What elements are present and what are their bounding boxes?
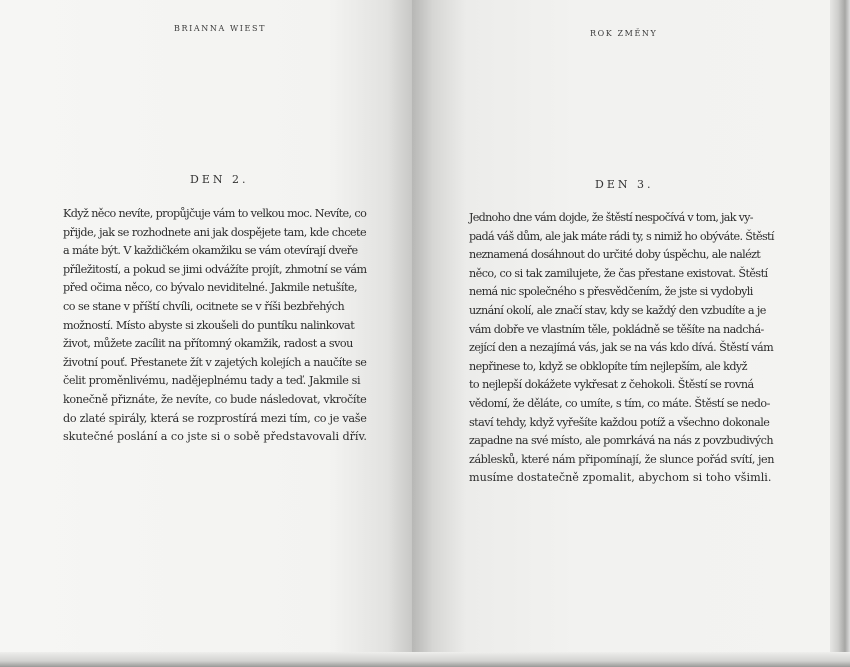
left-page: [0, 0, 412, 667]
text-line: neznamená dosáhnout do určité doby úspěchu, ale nalézt: [469, 248, 761, 262]
text-line: a máte být. V každičkém okamžiku se vám otevírají dveře: [63, 244, 358, 258]
text-line: musíme dostatečně zpomalit, abychom si toho všimli.: [469, 471, 772, 485]
running-head-title: ROK ZMĚNY: [590, 29, 658, 38]
text-line: skutečné poslání a co jste si o sobě představovali dřív.: [63, 430, 367, 444]
text-line: čelit proměnlivému, nadějeplnému tady a teď. Jakmile si: [63, 374, 361, 388]
text-line: nepřinese to, když se obklopíte tím nejlepším, ale když: [469, 359, 747, 373]
right-page: [412, 0, 830, 667]
body-text-day-3: [469, 209, 774, 488]
text-line: staví tehdy, když vyřešíte každou potíž a všechno dokonale: [469, 415, 770, 429]
text-line: Jednoho dne vám dojde, že štěstí nespočívá v tom, jak vy-: [469, 211, 753, 224]
text-line: vědomí, že děláte, co umíte, s tím, co máte. Štěstí se nedo-: [469, 396, 770, 410]
text-line: příležitostí, a pokud se jimi odvážíte projít, zhmotní se vám: [63, 262, 367, 276]
page-edge-bottom: [0, 652, 850, 667]
text-line: do zlaté spirály, která se rozprostírá mezi tím, co je vaše: [63, 411, 367, 425]
text-line: padá váš dům, ale jak máte rádi ty, s nimiž ho obýváte. Štěstí: [469, 229, 774, 243]
text-line: to nejlepší dokážete vykřesat z čehokoli. Štěstí se rovná: [469, 378, 754, 392]
text-line: nemá nic společného s přesvědčením, že jste si vydobyli: [469, 285, 753, 299]
page-edge-right: [830, 0, 850, 667]
text-line: přijde, jak se rozhodnete ani jak dospějete tam, kde chcete: [63, 225, 367, 239]
text-line: vám dobře ve vlastním těle, pokládně se těšíte na nadchá-: [469, 322, 764, 336]
text-line: něco, co si tak zamilujete, že čas přestane existovat. Štěstí: [469, 266, 768, 280]
text-line: zapadne na své místo, ale pomrkává na nás z povzbudivých: [469, 434, 773, 448]
text-line: Když něco nevíte, propůjčuje vám to velkou moc. Nevíte, co: [63, 207, 367, 220]
text-line: záblesků, které nám připomínají, že slunce pořád svítí, jen: [469, 452, 774, 466]
running-head-author: BRIANNA WIEST: [174, 24, 266, 33]
text-line: uznání okolí, ale značí stav, kdy se každý den vzbudíte a je: [469, 303, 766, 317]
chapter-title-day-2: DEN 2.: [190, 173, 249, 186]
text-line: životní pouť. Přestanete žít v zajetých kolejích a naučíte se: [63, 355, 367, 369]
body-text-day-2: [63, 205, 367, 447]
chapter-title-day-3: DEN 3.: [595, 178, 654, 191]
text-line: před očima něco, co bývalo neviditelné. Jakmile netušíte,: [63, 281, 358, 295]
text-line: život, můžete zacílit na přítomný okamžik, radost a svou: [63, 337, 353, 351]
text-line: konečně přiznáte, že nevíte, co bude následovat, vkročíte: [63, 392, 367, 406]
text-line: co se stane v příští chvíli, ocitnete se v říši bezbřehých: [63, 299, 345, 313]
text-line: možností. Místo abyste si zkoušeli do puntíku nalinkovat: [63, 318, 355, 332]
text-line: zející den a nezajímá vás, jak se na vás kdo dívá. Štěstí vám: [469, 341, 774, 355]
